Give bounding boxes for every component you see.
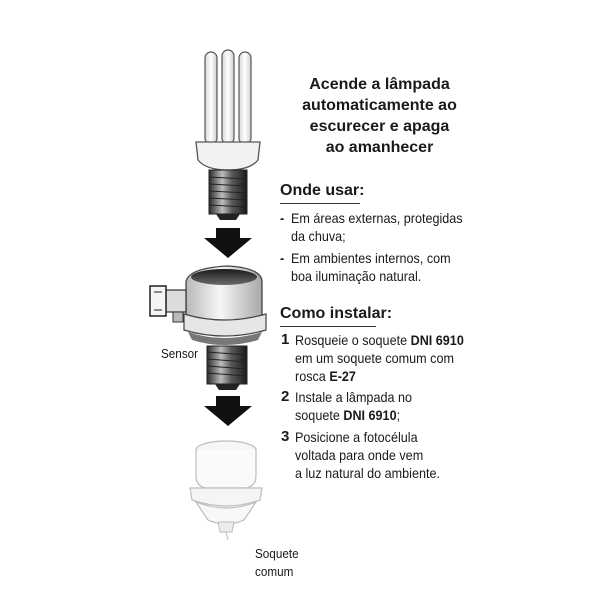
arrow-down-icon [204, 396, 252, 426]
headline-line: escurecer e apaga [309, 118, 450, 135]
step-2-text: ; [396, 407, 401, 423]
step-2-line1: Instale a lâmpada no [295, 389, 412, 405]
step-number: 2 [281, 388, 290, 405]
bullet-dash: - [280, 210, 285, 226]
headline-line: Acende a lâmpada [309, 76, 450, 93]
arrow-down-icon [204, 228, 252, 258]
onde-usar-item-2-line2: boa iluminação natural. [291, 268, 422, 284]
step-number: 1 [281, 331, 290, 348]
step-1-line1 [295, 332, 464, 349]
step-3-line2: voltada para onde vem [295, 447, 424, 463]
product-code: DNI 6910 [343, 407, 397, 423]
sensor-socket-icon [150, 266, 266, 390]
step-2-line2 [295, 407, 400, 424]
onde-usar-item-1-line1: Em áreas externas, protegidas [291, 210, 463, 226]
product-code: DNI 6910 [410, 332, 464, 348]
common-socket-label-line1: Soquete [255, 546, 299, 561]
onde-usar-underline [280, 203, 360, 204]
onde-usar-item-1-line2: da chuva; [291, 228, 346, 244]
step-3-line1: Posicione a fotocélula [295, 429, 418, 445]
step-3-line3: a luz natural do ambiente. [295, 465, 440, 481]
como-instalar-title: Como instalar: [280, 305, 393, 322]
step-1-line3 [295, 368, 356, 385]
step-1-text: Rosqueie o soquete [295, 332, 411, 348]
bullet-dash: - [280, 250, 285, 266]
step-1-text: rosca [295, 368, 330, 384]
sensor-label: Sensor [161, 346, 199, 361]
headline [272, 74, 487, 158]
thread-code: E-27 [329, 368, 356, 384]
common-socket-icon [190, 441, 262, 540]
headline-line: automaticamente ao [302, 97, 457, 114]
onde-usar-item-2-line1: Em ambientes internos, com [291, 250, 451, 266]
common-socket-label-line2: comum [255, 564, 294, 579]
step-number: 3 [281, 428, 290, 445]
headline-line: ao amanhecer [325, 139, 434, 156]
step-1-line2: em um soquete comum com [295, 350, 454, 366]
como-instalar-underline [280, 326, 376, 327]
step-2-text: soquete [295, 407, 344, 423]
cfl-lamp-icon [196, 50, 260, 220]
onde-usar-title: Onde usar: [280, 182, 365, 199]
